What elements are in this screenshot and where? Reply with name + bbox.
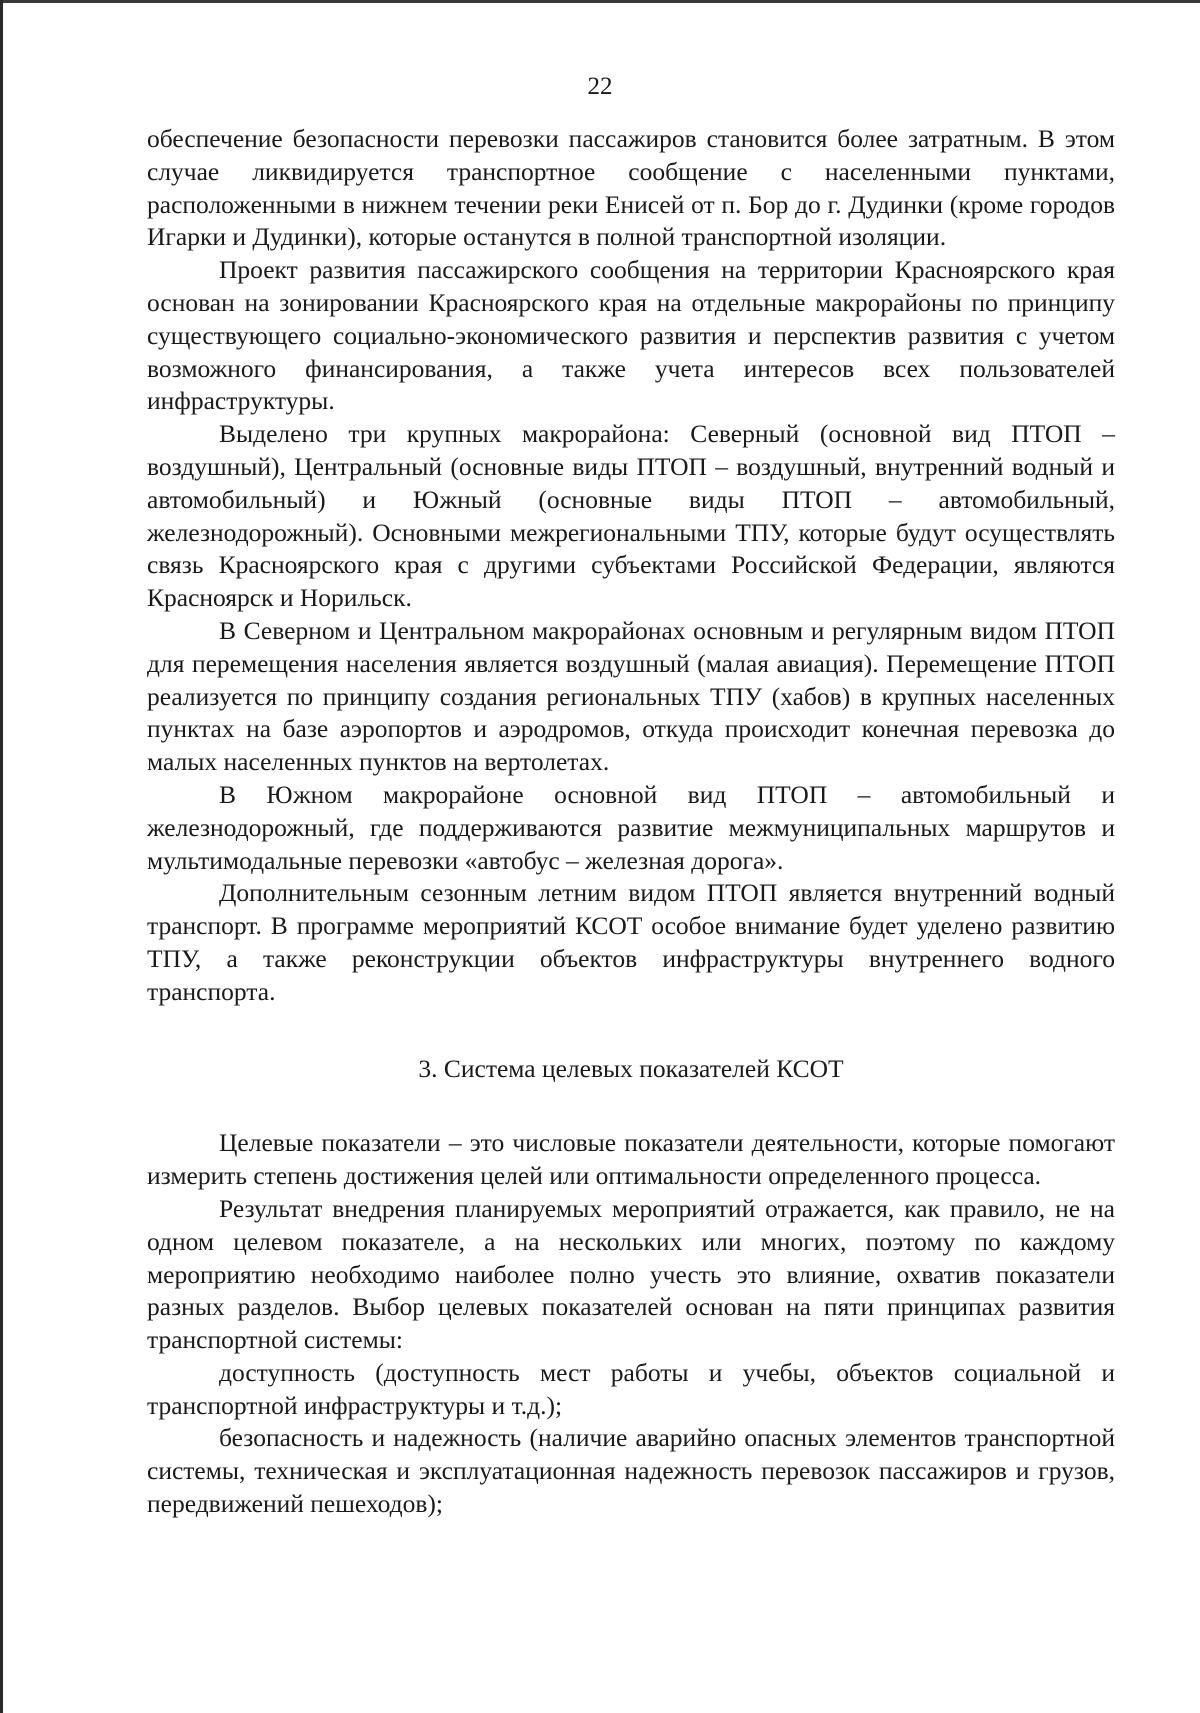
paragraph: Выделено три крупных макрорайона: Северный (основной вид ПТОП – воздушный), Центральный (основные виды ПТОП – воздушный, внутренний водный и автомобильный) и Южный (основные виды ПТОП – автомобильный, железнодорожный). Основными межрегиональными ТПУ, которые будут осуществлять связь Красноярского края с другими субъектами Российской Федерации, являются Красноярск и Норильск. bbox=[147, 419, 1115, 613]
paragraph: В Северном и Центральном макрорайонах основным и регулярным видом ПТОП для перемещения населения является воздушный (малая авиация). Перемещение ПТОП реализуется по принципу создания региональных ТПУ (хабов) в крупных населенных пунктах на базе аэропортов и аэродромов, откуда происходит конечная перевозка до малых населенных пунктов на вертолетах. bbox=[147, 615, 1115, 777]
scan-border-top bbox=[0, 0, 1200, 3]
scan-border-left bbox=[0, 0, 3, 1713]
paragraph: В Южном макрорайоне основной вид ПТОП – автомобильный и железнодорожный, где поддерживаются развитие межмуниципальных маршрутов и мультимодальные перевозки «автобус – железная дорога». bbox=[147, 779, 1115, 875]
page-number: 22 bbox=[587, 73, 613, 100]
paragraph: обеспечение безопасности перевозки пассажиров становится более затратным. В этом случае ликвидируется транспортное сообщение с населенными пунктами, расположенными в нижнем течении реки Енисей от п. Бор до г. Дудинки (кроме городов Игарки и Дудинки), которые останутся в полной транспортной изоляции. bbox=[147, 124, 1115, 252]
section-heading: 3. Система целевых показателей КСОТ bbox=[418, 1053, 844, 1083]
paragraph: Результат внедрения планируемых мероприятий отражается, как правило, не на одном целевом показателе, а на нескольких или многих, поэтому по каждому мероприятию необходимо наиболее полно учесть это влияние, охватив показатели разных разделов. Выбор целевых показателей основан на пяти принципах развития транспортной системы: bbox=[147, 1193, 1115, 1355]
paragraph: доступность (доступность мест работы и учебы, объектов социальной и транспортной инфраструктуры и т.д.); bbox=[147, 1357, 1115, 1420]
paragraph: Целевые показатели – это числовые показатели деятельности, которые помогают измерить степень достижения целей или оптимальности определенного процесса. bbox=[147, 1128, 1115, 1191]
paragraph: Проект развития пассажирского сообщения на территории Красноярского края основан на зонировании Красноярского края на отдельные макрорайоны по принципу существующего социально-экономического развития и перспектив развития с учетом возможного финансирования, а также учета интересов всех пользователей инфраструктуры. bbox=[147, 255, 1115, 416]
document-body bbox=[147, 123, 1115, 1521]
paragraph: безопасность и надежность (наличие аварийно опасных элементов транспортной системы, техническая и эксплуатационная надежность перевозок пассажиров и грузов, передвижений пешеходов); bbox=[147, 1423, 1115, 1519]
paragraph: Дополнительным сезонным летним видом ПТОП является внутренний водный транспорт. В программе мероприятий КСОТ особое внимание будет уделено развитию ТПУ, а также реконструкции объектов инфраструктуры внутреннего водного транспорта. bbox=[147, 878, 1115, 1006]
